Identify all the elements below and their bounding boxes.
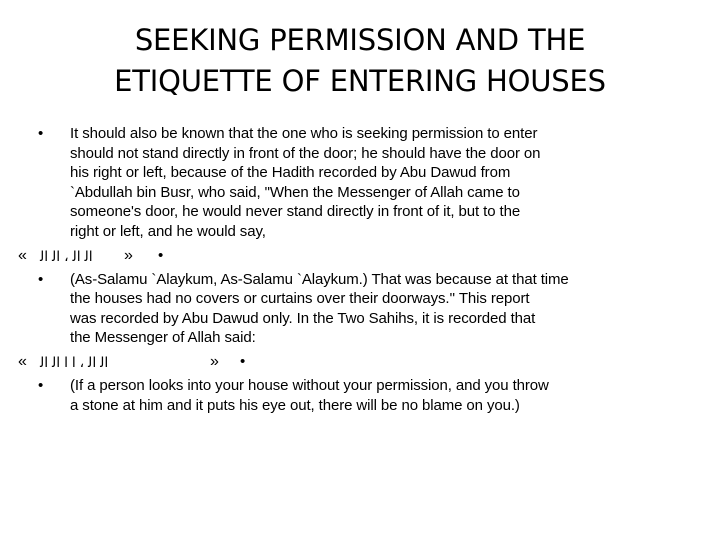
paragraph-1-line: should not stand directly in front of the door; he should have the door on bbox=[70, 144, 541, 162]
paragraph-2-line: was recorded by Abu Dawud only. In the Two Sahihs, it is recorded that bbox=[70, 309, 536, 327]
open-quote: « bbox=[18, 246, 27, 264]
body-text bbox=[14, 124, 714, 415]
paragraph-1 bbox=[14, 124, 714, 242]
paragraph-3 bbox=[14, 376, 714, 415]
bullet-point: • bbox=[158, 246, 164, 264]
paragraph-3-line: a stone at him and it puts his eye out, there will be no blame on you.) bbox=[70, 396, 520, 414]
bullet-point: • bbox=[240, 352, 246, 370]
bullet-point: • bbox=[38, 270, 44, 288]
arabic-text: ﺍﻟ ﺍﻟ ، ﺍ ﺍ ﺍﻟ ﺍﻟ bbox=[40, 353, 109, 370]
arabic-quote-1 bbox=[14, 246, 714, 268]
paragraph-2-line: the Messenger of Allah said: bbox=[70, 329, 256, 347]
paragraph-2-line: (As-Salamu `Alaykum, As-Salamu `Alaykum.) That was because at that time bbox=[70, 270, 569, 288]
close-quote: » bbox=[210, 352, 219, 370]
open-quote: « bbox=[18, 352, 27, 370]
slide-title bbox=[40, 20, 680, 102]
title-line-2: ETIQUETTE OF ENTERING HOUSES bbox=[114, 64, 606, 98]
bullet-point: • bbox=[38, 125, 44, 142]
title-line-1: SEEKING PERMISSION AND THE bbox=[134, 23, 586, 57]
paragraph-1-line: `Abdullah bin Busr, who said, "When the Messenger of Allah came to bbox=[70, 183, 520, 201]
bullet-point: • bbox=[38, 376, 44, 394]
paragraph-1-line: It should also be known that the one who is seeking permission to enter bbox=[70, 125, 538, 142]
paragraph-2 bbox=[14, 270, 714, 348]
arabic-text: ﺍﻟ ﺍﻟ ، ﺍﻟ ﺍﻟ bbox=[40, 247, 93, 264]
paragraph-1-line: right or left, and he would say, bbox=[70, 222, 266, 240]
paragraph-2-line: the houses had no covers or curtains over their doorways.'' This report bbox=[70, 290, 530, 308]
paragraph-1-line: his right or left, because of the Hadith recorded by Abu Dawud from bbox=[70, 164, 511, 182]
close-quote: » bbox=[124, 246, 133, 264]
paragraph-1-line: someone's door, he would never stand directly in front of it, but to the bbox=[70, 203, 521, 221]
paragraph-3-line: (If a person looks into your house without your permission, and you throw bbox=[70, 376, 549, 394]
arabic-quote-2 bbox=[14, 352, 714, 374]
